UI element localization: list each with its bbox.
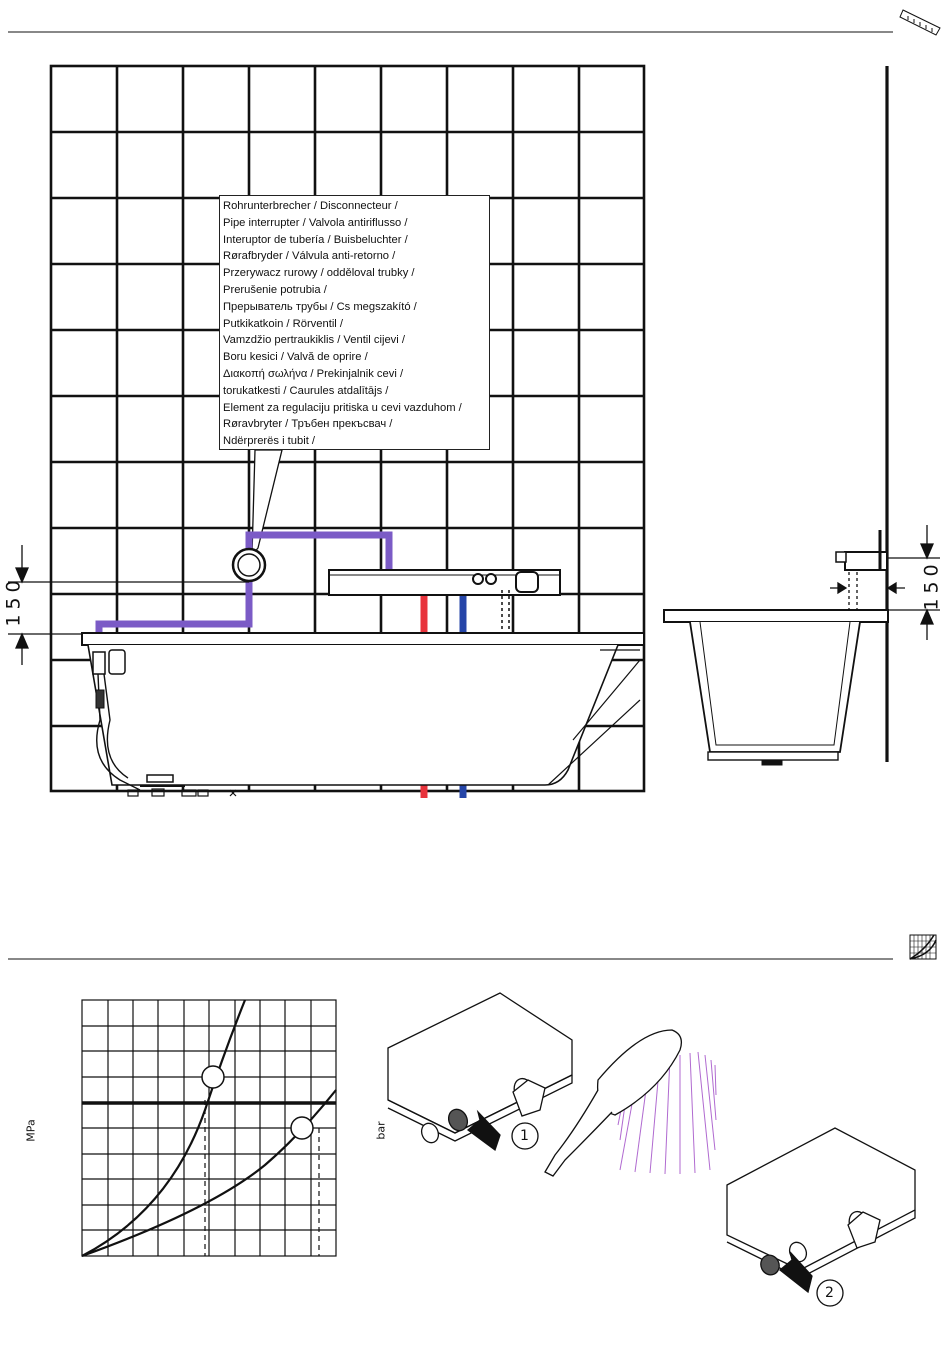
ruler-icon bbox=[900, 10, 940, 35]
callout-line: Pipe interrupter / Valvola antiriflusso / bbox=[223, 216, 408, 229]
pipe-interrupter-callout bbox=[219, 195, 490, 450]
thermostat-unit bbox=[329, 570, 560, 630]
callout-line: Rohrunterbrecher / Disconnecteur / bbox=[223, 200, 398, 212]
callout-line: Vamzdžio pertraukiklis / Ventil cijevi / bbox=[223, 334, 405, 347]
flow-chart-icon bbox=[910, 935, 936, 959]
step-1-label: 1 bbox=[520, 1128, 529, 1144]
callout-line: Røravbryter / Тръбен прекъсвач / bbox=[223, 418, 393, 431]
thermostat-perspective-1 bbox=[388, 993, 572, 1150]
step-2-label: 2 bbox=[825, 1285, 834, 1301]
chart-x-label: bar bbox=[374, 1121, 388, 1140]
chart-y-label: MPa bbox=[24, 1119, 38, 1142]
pressure-chart bbox=[82, 1000, 336, 1256]
callout-line: Putkikatkoin / Rörventil / bbox=[223, 317, 344, 330]
callout-line: torukatkesti / Caurules atdalītājs / bbox=[223, 384, 389, 397]
side-view bbox=[664, 66, 888, 765]
dimension-left-label: 150 bbox=[2, 575, 25, 627]
bathtub-front bbox=[82, 633, 644, 786]
callout-line: Прерыватель трубы / Cs megszakító / bbox=[223, 300, 417, 313]
callout-line: Interuptor de tubería / Buisbeluchter / bbox=[223, 233, 408, 246]
callout-line: Rørafbryder / Válvula anti-retorno / bbox=[223, 250, 396, 263]
callout-pointer bbox=[252, 450, 282, 555]
dimension-right-label: 150 bbox=[920, 559, 943, 611]
callout-line: Prerušenie potrubia / bbox=[223, 283, 327, 296]
callout-line: Διακοπή σωλήνα / Prekinjalnik cevi / bbox=[223, 367, 404, 380]
thermostat-perspective-2 bbox=[727, 1128, 915, 1306]
callout-line: Przerywacz rurowy / odděloval trubky / bbox=[223, 267, 415, 280]
callout-line: Boru kesici / Valvă de oprire / bbox=[223, 351, 368, 364]
callout-line: Element za regulaciju pritiska u cevi vazduhom / bbox=[223, 401, 462, 414]
callout-line: Ndërprerës i tubit / bbox=[223, 435, 316, 448]
